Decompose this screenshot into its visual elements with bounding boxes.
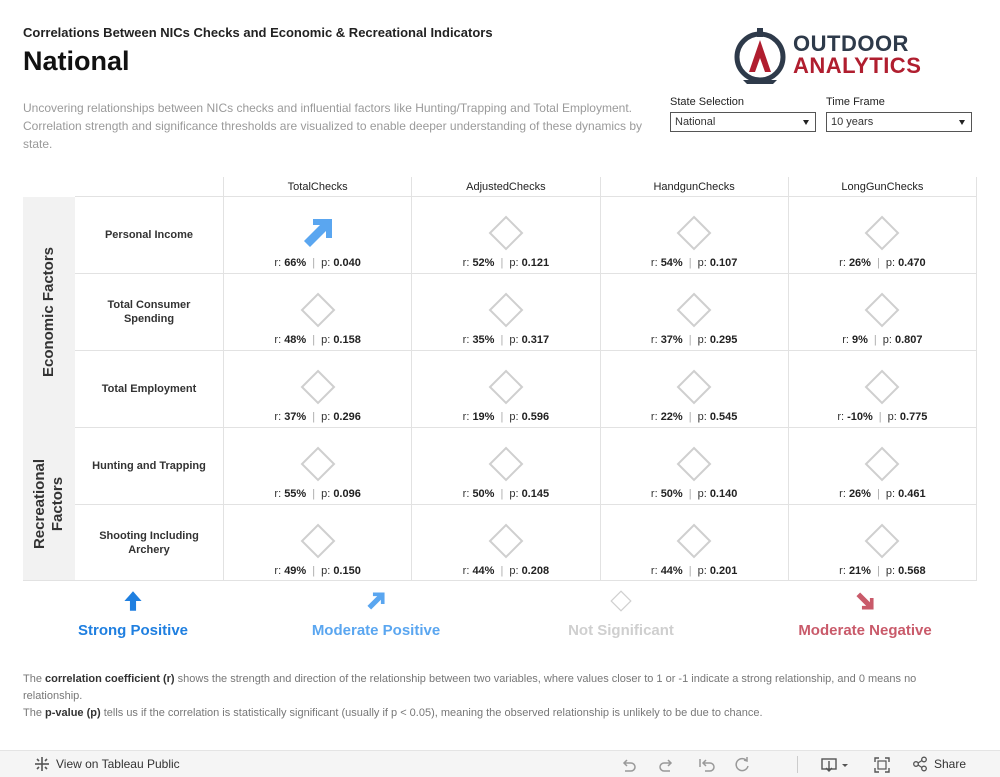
cell-stats: r: 21% | p: 0.568 — [839, 565, 926, 577]
revert-icon[interactable] — [698, 756, 716, 774]
r-value: 52% — [472, 257, 495, 269]
r-value: -10% — [847, 411, 873, 423]
r-value: 50% — [660, 488, 683, 500]
p-value: 0.807 — [895, 334, 923, 346]
not-significant-diamond-icon — [300, 369, 336, 405]
not-significant-diamond-icon — [676, 292, 712, 328]
table-row — [75, 196, 977, 273]
logo-mark-icon — [733, 28, 789, 86]
r-value: 37% — [284, 411, 307, 423]
undo-icon[interactable] — [619, 756, 637, 774]
table-row — [75, 504, 977, 581]
p-value: 0.121 — [521, 257, 550, 269]
not-significant-diamond-icon — [488, 215, 524, 251]
not-significant-diamond-icon — [610, 590, 632, 612]
cell-stats: r: 54% | p: 0.107 — [650, 257, 738, 269]
r-value: 48% — [284, 334, 307, 346]
correlation-cell[interactable] — [411, 351, 599, 427]
state-filter — [670, 96, 816, 132]
p-value: 0.107 — [709, 257, 738, 269]
timeframe-filter-label: Time Frame — [826, 96, 885, 108]
group-economic-factors — [23, 197, 75, 427]
correlation-cell[interactable] — [223, 428, 411, 504]
p-value: 0.040 — [333, 257, 361, 269]
column-header: TotalChecks — [223, 177, 411, 197]
share-icon — [912, 756, 928, 772]
p-value: 0.201 — [709, 565, 738, 577]
not-significant-diamond-icon — [864, 523, 900, 559]
outdoor-analytics-logo — [733, 28, 923, 88]
not-significant-diamond-icon — [300, 292, 336, 328]
moderate-positive-arrow-icon — [300, 215, 336, 251]
view-on-tableau-label: View on Tableau Public — [56, 757, 180, 771]
not-significant-diamond-icon — [676, 446, 712, 482]
r-value: 50% — [472, 488, 495, 500]
r-value: 35% — [472, 334, 495, 346]
correlation-cell[interactable] — [600, 351, 788, 427]
r-value: 54% — [660, 257, 683, 269]
r-value: 19% — [472, 411, 495, 423]
correlation-cell[interactable] — [223, 197, 411, 273]
cell-stats: r: 49% | p: 0.150 — [274, 565, 361, 577]
group-label-recreational: Recreational Factors — [31, 458, 66, 549]
p-value: 0.096 — [333, 488, 361, 500]
table-row — [75, 350, 977, 427]
toolbar-divider — [797, 756, 798, 773]
description: Uncovering relationships between NICs checks and influential factors like Hunting/Trapping and Total Employment. Correlation strength and significance thresholds are visualized to enable deeper understanding of these dynamics by state. — [23, 101, 643, 151]
legend — [23, 590, 977, 650]
correlation-cell[interactable] — [411, 274, 599, 350]
not-significant-diamond-icon — [488, 446, 524, 482]
footnote — [23, 671, 978, 722]
cell-stats: r: 9% | p: 0.807 — [842, 334, 923, 346]
cell-stats: r: 37% | p: 0.296 — [274, 411, 361, 423]
legend-item — [755, 590, 975, 639]
p-value: 0.145 — [521, 488, 550, 500]
r-value: 22% — [660, 411, 683, 423]
r-value: 44% — [660, 565, 683, 577]
cell-stats: r: 52% | p: 0.121 — [462, 257, 550, 269]
chevron-down-icon — [803, 120, 809, 125]
column-header: LongGunChecks — [788, 177, 977, 197]
cell-stats: r: 55% | p: 0.096 — [274, 488, 361, 500]
redo-icon[interactable] — [658, 756, 676, 774]
r-value: 9% — [852, 334, 868, 346]
table-row — [75, 273, 977, 350]
row-label: Hunting and Trapping — [92, 460, 206, 472]
correlation-cell[interactable] — [788, 351, 977, 427]
cell-stats: r: 50% | p: 0.145 — [462, 488, 550, 500]
state-filter-label: State Selection — [670, 96, 744, 108]
p-value: 0.140 — [709, 488, 738, 500]
cell-stats: r: 50% | p: 0.140 — [650, 488, 738, 500]
not-significant-diamond-icon — [488, 292, 524, 328]
p-value: 0.296 — [333, 411, 361, 423]
page-title: National — [23, 46, 130, 76]
grid-bottom-border — [23, 580, 977, 581]
timeframe-filter — [826, 96, 972, 132]
legend-item — [266, 590, 486, 639]
cell-stats: r: 37% | p: 0.295 — [650, 334, 738, 346]
timeframe-dropdown[interactable] — [826, 112, 972, 132]
not-significant-diamond-icon — [864, 369, 900, 405]
p-value: 0.317 — [521, 334, 550, 346]
correlation-cell[interactable] — [788, 428, 977, 504]
cell-stats: r: 26% | p: 0.461 — [839, 488, 926, 500]
p-value: 0.461 — [898, 488, 926, 500]
p-value: 0.596 — [521, 411, 550, 423]
correlation-cell[interactable] — [600, 197, 788, 273]
footnote-r: The correlation coefficient (r) shows the strength and direction of the relationship between two variables, where values closer to 1 or -1 indicate a strong relationship, and 0 means no relationship. — [23, 673, 917, 702]
r-value: 21% — [848, 565, 871, 577]
correlation-cell[interactable] — [600, 428, 788, 504]
logo-text-outdoor: OUTDOOR — [793, 31, 909, 56]
correlation-cell[interactable] — [600, 274, 788, 350]
download-icon[interactable] — [821, 756, 851, 774]
legend-label: Moderate Positive — [311, 622, 441, 639]
state-dropdown[interactable] — [670, 112, 816, 132]
not-significant-diamond-icon — [676, 215, 712, 251]
not-significant-diamond-icon — [864, 292, 900, 328]
cell-stats: r: 44% | p: 0.208 — [462, 565, 550, 577]
legend-label: Not Significant — [568, 622, 674, 639]
timeframe-dropdown-value: 10 years — [831, 116, 874, 128]
moderate-positive-arrow-icon — [365, 590, 387, 612]
p-value: 0.208 — [521, 565, 550, 577]
moderate-negative-arrow-icon — [854, 590, 876, 612]
cell-stats: r: 66% | p: 0.040 — [274, 257, 361, 269]
r-value: 26% — [848, 257, 871, 269]
r-value: 44% — [472, 565, 495, 577]
row-label: Personal Income — [104, 229, 194, 241]
fullscreen-icon[interactable] — [873, 756, 891, 774]
not-significant-diamond-icon — [864, 446, 900, 482]
r-value: 55% — [284, 488, 307, 500]
chevron-down-icon — [959, 120, 965, 125]
footnote-p: The p-value (p) tells us if the correlation is statistically significant (usually if p < 0.05), meaning the observed relationship is unlikely to be due to chance. — [23, 707, 763, 719]
state-dropdown-value: National — [675, 116, 716, 128]
r-value: 66% — [284, 257, 307, 269]
dashboard-subtitle: Correlations Between NICs Checks and Economic & Recreational Indicators — [23, 25, 493, 40]
r-value: 49% — [284, 565, 307, 577]
share-button[interactable] — [912, 756, 966, 772]
share-label: Share — [933, 757, 966, 771]
correlation-cell[interactable] — [223, 505, 411, 581]
p-value: 0.295 — [709, 334, 738, 346]
not-significant-diamond-icon — [488, 523, 524, 559]
table-row — [75, 427, 977, 504]
p-value: 0.545 — [709, 411, 738, 423]
not-significant-diamond-icon — [864, 215, 900, 251]
r-value: 37% — [660, 334, 683, 346]
tableau-logo-icon — [34, 756, 50, 772]
not-significant-diamond-icon — [676, 523, 712, 559]
r-value: 26% — [848, 488, 871, 500]
correlation-cell[interactable] — [788, 197, 977, 273]
p-value: 0.568 — [898, 565, 926, 577]
column-header: HandgunChecks — [600, 177, 788, 197]
not-significant-diamond-icon — [300, 446, 336, 482]
correlation-cell[interactable] — [788, 505, 977, 581]
cell-stats: r: 22% | p: 0.545 — [650, 411, 738, 423]
legend-item — [23, 590, 243, 639]
not-significant-diamond-icon — [488, 369, 524, 405]
correlation-cell[interactable] — [223, 351, 411, 427]
cell-stats: r: -10% | p: 0.775 — [837, 411, 928, 423]
logo-text-analytics: ANALYTICS — [793, 53, 922, 78]
column-header: AdjustedChecks — [411, 177, 599, 197]
strong-positive-arrow-icon — [122, 590, 144, 612]
p-value: 0.775 — [899, 411, 928, 423]
cell-stats: r: 44% | p: 0.201 — [650, 565, 738, 577]
p-value: 0.470 — [898, 257, 926, 269]
correlation-cell[interactable] — [411, 505, 599, 581]
p-value: 0.150 — [333, 565, 361, 577]
cell-stats: r: 35% | p: 0.317 — [462, 334, 550, 346]
correlation-cell[interactable] — [600, 505, 788, 581]
column-headers — [223, 177, 977, 197]
p-value: 0.158 — [333, 334, 361, 346]
legend-label: Moderate Negative — [798, 622, 932, 639]
refresh-icon[interactable] — [734, 756, 752, 774]
legend-item — [511, 590, 731, 639]
correlation-cell[interactable] — [788, 274, 977, 350]
view-on-tableau-link[interactable] — [34, 756, 180, 772]
row-label: Total Consumer Spending — [107, 299, 191, 325]
correlation-cell[interactable] — [223, 274, 411, 350]
cell-stats: r: 26% | p: 0.470 — [839, 257, 926, 269]
row-label: Total Employment — [101, 383, 197, 395]
cell-stats: r: 48% | p: 0.158 — [274, 334, 361, 346]
correlation-cell[interactable] — [411, 428, 599, 504]
group-recreational-factors — [23, 427, 75, 580]
tableau-toolbar — [0, 750, 1000, 777]
not-significant-diamond-icon — [300, 523, 336, 559]
legend-label: Strong Positive — [77, 622, 189, 639]
correlation-cell[interactable] — [411, 197, 599, 273]
not-significant-diamond-icon — [676, 369, 712, 405]
row-label: Shooting Including Archery — [99, 530, 199, 556]
group-label-economic: Economic Factors — [40, 246, 57, 378]
cell-stats: r: 19% | p: 0.596 — [462, 411, 550, 423]
